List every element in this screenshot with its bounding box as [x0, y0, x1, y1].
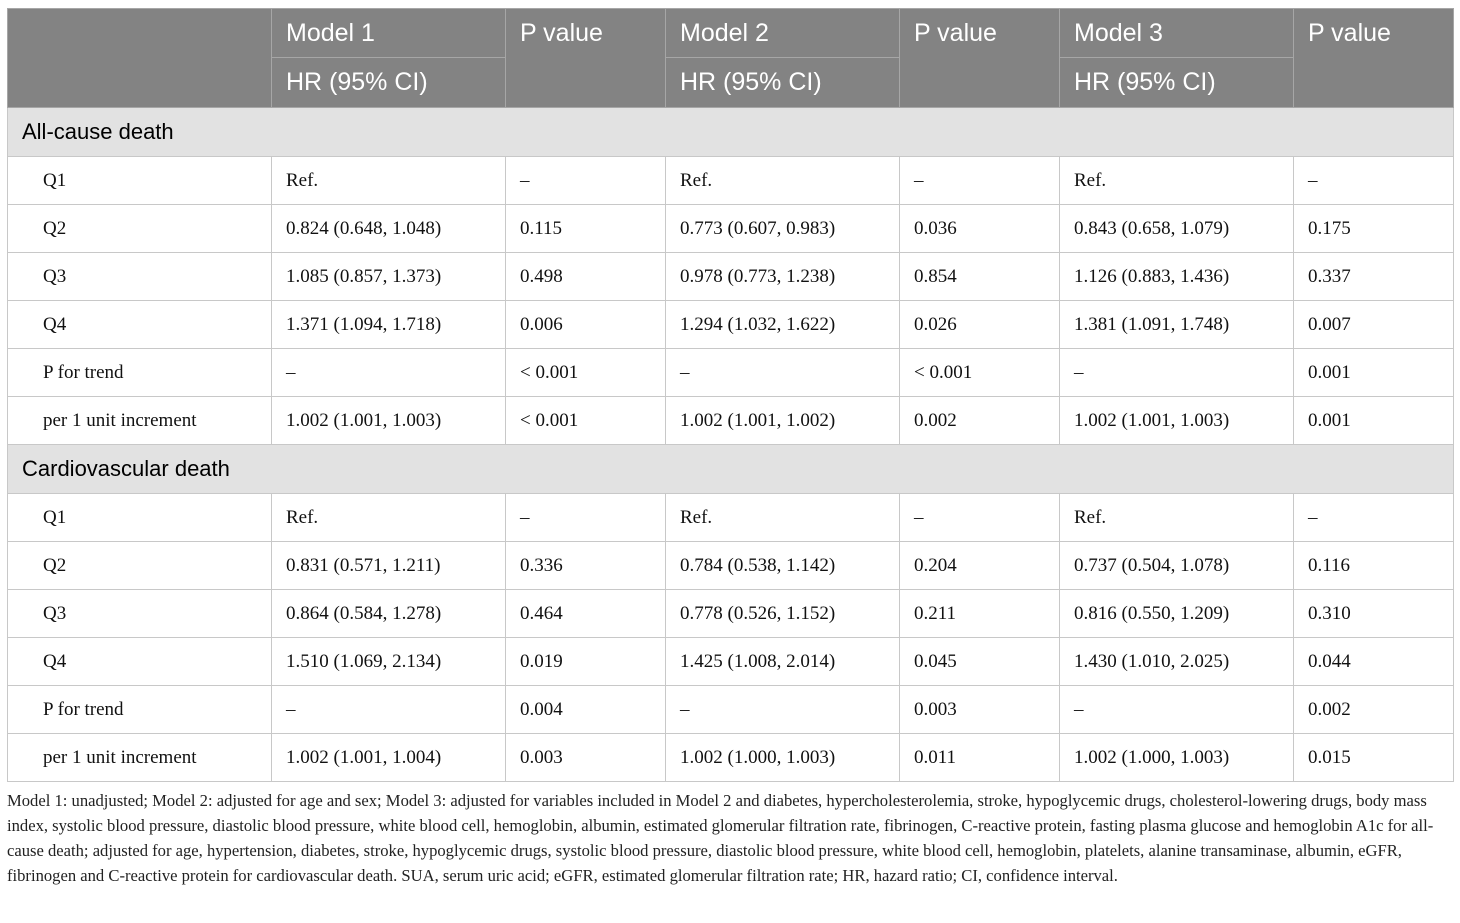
- table-cell: Ref.: [1060, 157, 1294, 205]
- section-row-cardiovascular: [8, 445, 1454, 494]
- table-cell: –: [272, 349, 506, 397]
- table-cell: 0.864 (0.584, 1.278): [272, 590, 506, 638]
- table-cell: 0.773 (0.607, 0.983): [666, 205, 900, 253]
- table-row: [8, 686, 1454, 734]
- row-label: P for trend: [8, 686, 272, 734]
- table-cell: 0.006: [506, 301, 666, 349]
- table-cell: Ref.: [272, 157, 506, 205]
- table-cell: –: [506, 494, 666, 542]
- table-cell: 0.498: [506, 253, 666, 301]
- header-model-1: Model 1: [272, 9, 506, 58]
- table-cell: 0.464: [506, 590, 666, 638]
- table-cell: 0.211: [900, 590, 1060, 638]
- row-label: Q1: [8, 494, 272, 542]
- table-cell: –: [666, 349, 900, 397]
- row-label: Q4: [8, 301, 272, 349]
- table-cell: 0.002: [1294, 686, 1454, 734]
- table-cell: 0.824 (0.648, 1.048): [272, 205, 506, 253]
- table-cell: 0.175: [1294, 205, 1454, 253]
- table-cell: 1.371 (1.094, 1.718): [272, 301, 506, 349]
- row-label: Q1: [8, 157, 272, 205]
- table-cell: 1.085 (0.857, 1.373): [272, 253, 506, 301]
- row-label: Q3: [8, 590, 272, 638]
- table-cell: –: [1294, 494, 1454, 542]
- table-cell: –: [900, 494, 1060, 542]
- header-row-1: [8, 9, 1454, 58]
- table-cell: 0.044: [1294, 638, 1454, 686]
- table-container: [7, 8, 1453, 888]
- section-title: Cardiovascular death: [8, 445, 1454, 494]
- table-cell: 1.002 (1.001, 1.003): [1060, 397, 1294, 445]
- table-cell: –: [900, 157, 1060, 205]
- table-cell: 1.430 (1.010, 2.025): [1060, 638, 1294, 686]
- table-cell: 0.007: [1294, 301, 1454, 349]
- table-row: [8, 734, 1454, 782]
- table-cell: –: [506, 157, 666, 205]
- table-cell: 0.004: [506, 686, 666, 734]
- table-cell: –: [272, 686, 506, 734]
- table-cell: < 0.001: [506, 397, 666, 445]
- table-cell: Ref.: [666, 157, 900, 205]
- table-cell: 0.003: [900, 686, 1060, 734]
- table-cell: –: [1060, 349, 1294, 397]
- table-cell: 0.045: [900, 638, 1060, 686]
- table-row: [8, 301, 1454, 349]
- table-cell: 0.015: [1294, 734, 1454, 782]
- table-cell: Ref.: [1060, 494, 1294, 542]
- table-cell: 0.737 (0.504, 1.078): [1060, 542, 1294, 590]
- table-cell: 1.381 (1.091, 1.748): [1060, 301, 1294, 349]
- table-cell: 1.002 (1.001, 1.002): [666, 397, 900, 445]
- table-cell: 0.001: [1294, 349, 1454, 397]
- header-model-2: Model 2: [666, 9, 900, 58]
- table-row: [8, 590, 1454, 638]
- table-cell: –: [1060, 686, 1294, 734]
- table-row: [8, 494, 1454, 542]
- table-row: [8, 157, 1454, 205]
- table-cell: 0.036: [900, 205, 1060, 253]
- row-label: Q2: [8, 542, 272, 590]
- row-label: per 1 unit increment: [8, 397, 272, 445]
- table-row: [8, 542, 1454, 590]
- table-cell: < 0.001: [506, 349, 666, 397]
- table-cell: 0.011: [900, 734, 1060, 782]
- table-row: [8, 253, 1454, 301]
- table-cell: 0.002: [900, 397, 1060, 445]
- table-row: [8, 349, 1454, 397]
- table-cell: –: [666, 686, 900, 734]
- table-cell: Ref.: [666, 494, 900, 542]
- header-p-value-1: P value: [506, 9, 666, 108]
- header-hr-ci-1: HR (95% CI): [272, 58, 506, 108]
- table-cell: 1.126 (0.883, 1.436): [1060, 253, 1294, 301]
- table-row: [8, 397, 1454, 445]
- table-row: [8, 205, 1454, 253]
- table-cell: 1.425 (1.008, 2.014): [666, 638, 900, 686]
- row-label: per 1 unit increment: [8, 734, 272, 782]
- table-cell: 0.116: [1294, 542, 1454, 590]
- table-cell: 0.784 (0.538, 1.142): [666, 542, 900, 590]
- row-label: Q3: [8, 253, 272, 301]
- table-cell: 0.204: [900, 542, 1060, 590]
- header-hr-ci-2: HR (95% CI): [666, 58, 900, 108]
- header-model-3: Model 3: [1060, 9, 1294, 58]
- table-cell: 0.003: [506, 734, 666, 782]
- row-label: Q2: [8, 205, 272, 253]
- table-cell: 0.854: [900, 253, 1060, 301]
- row-label: P for trend: [8, 349, 272, 397]
- table-cell: 0.778 (0.526, 1.152): [666, 590, 900, 638]
- table-cell: 1.002 (1.001, 1.003): [272, 397, 506, 445]
- section-title: All-cause death: [8, 108, 1454, 157]
- table-cell: –: [1294, 157, 1454, 205]
- table-cell: 1.002 (1.000, 1.003): [1060, 734, 1294, 782]
- table-cell: 0.337: [1294, 253, 1454, 301]
- header-hr-ci-3: HR (95% CI): [1060, 58, 1294, 108]
- table-row: [8, 638, 1454, 686]
- table-cell: 0.816 (0.550, 1.209): [1060, 590, 1294, 638]
- table-cell: 0.001: [1294, 397, 1454, 445]
- table-cell: < 0.001: [900, 349, 1060, 397]
- table-cell: Ref.: [272, 494, 506, 542]
- table-cell: 1.002 (1.001, 1.004): [272, 734, 506, 782]
- table-cell: 0.831 (0.571, 1.211): [272, 542, 506, 590]
- table-cell: 0.019: [506, 638, 666, 686]
- row-label: Q4: [8, 638, 272, 686]
- header-empty-cell: [8, 9, 272, 108]
- table-cell: 1.294 (1.032, 1.622): [666, 301, 900, 349]
- table-footnote: Model 1: unadjusted; Model 2: adjusted for age and sex; Model 3: adjusted for variables included in Model 2 and diabetes, hypercholesterolemia, stroke, hypoglycemic drugs, cholesterol-lowering drugs, body mass index, systolic blood pressure, diastolic blood pressure, white blood cell, hemoglobin, albumin, estimated glomerular filtration rate, fibrinogen, C-reactive protein, fasting plasma glucose and hemoglobin A1c for all-cause death; adjusted for age, hypertension, diabetes, stroke, hypoglycemic drugs, systolic blood pressure, diastolic blood pressure, white blood cell, hemoglobin, platelets, alanine transaminase, albumin, eGFR, fibrinogen and C-reactive protein for cardiovascular death. SUA, serum uric acid; eGFR, estimated glomerular filtration rate; HR, hazard ratio; CI, confidence interval.: [7, 791, 1434, 885]
- header-p-value-3: P value: [1294, 9, 1454, 108]
- table-cell: 0.115: [506, 205, 666, 253]
- table-cell: 0.026: [900, 301, 1060, 349]
- hazard-ratio-table: [7, 8, 1454, 782]
- section-row-all-cause: [8, 108, 1454, 157]
- table-cell: 1.510 (1.069, 2.134): [272, 638, 506, 686]
- table-cell: 1.002 (1.000, 1.003): [666, 734, 900, 782]
- table-cell: 0.310: [1294, 590, 1454, 638]
- table-cell: 0.843 (0.658, 1.079): [1060, 205, 1294, 253]
- table-cell: 0.336: [506, 542, 666, 590]
- table-cell: 0.978 (0.773, 1.238): [666, 253, 900, 301]
- header-p-value-2: P value: [900, 9, 1060, 108]
